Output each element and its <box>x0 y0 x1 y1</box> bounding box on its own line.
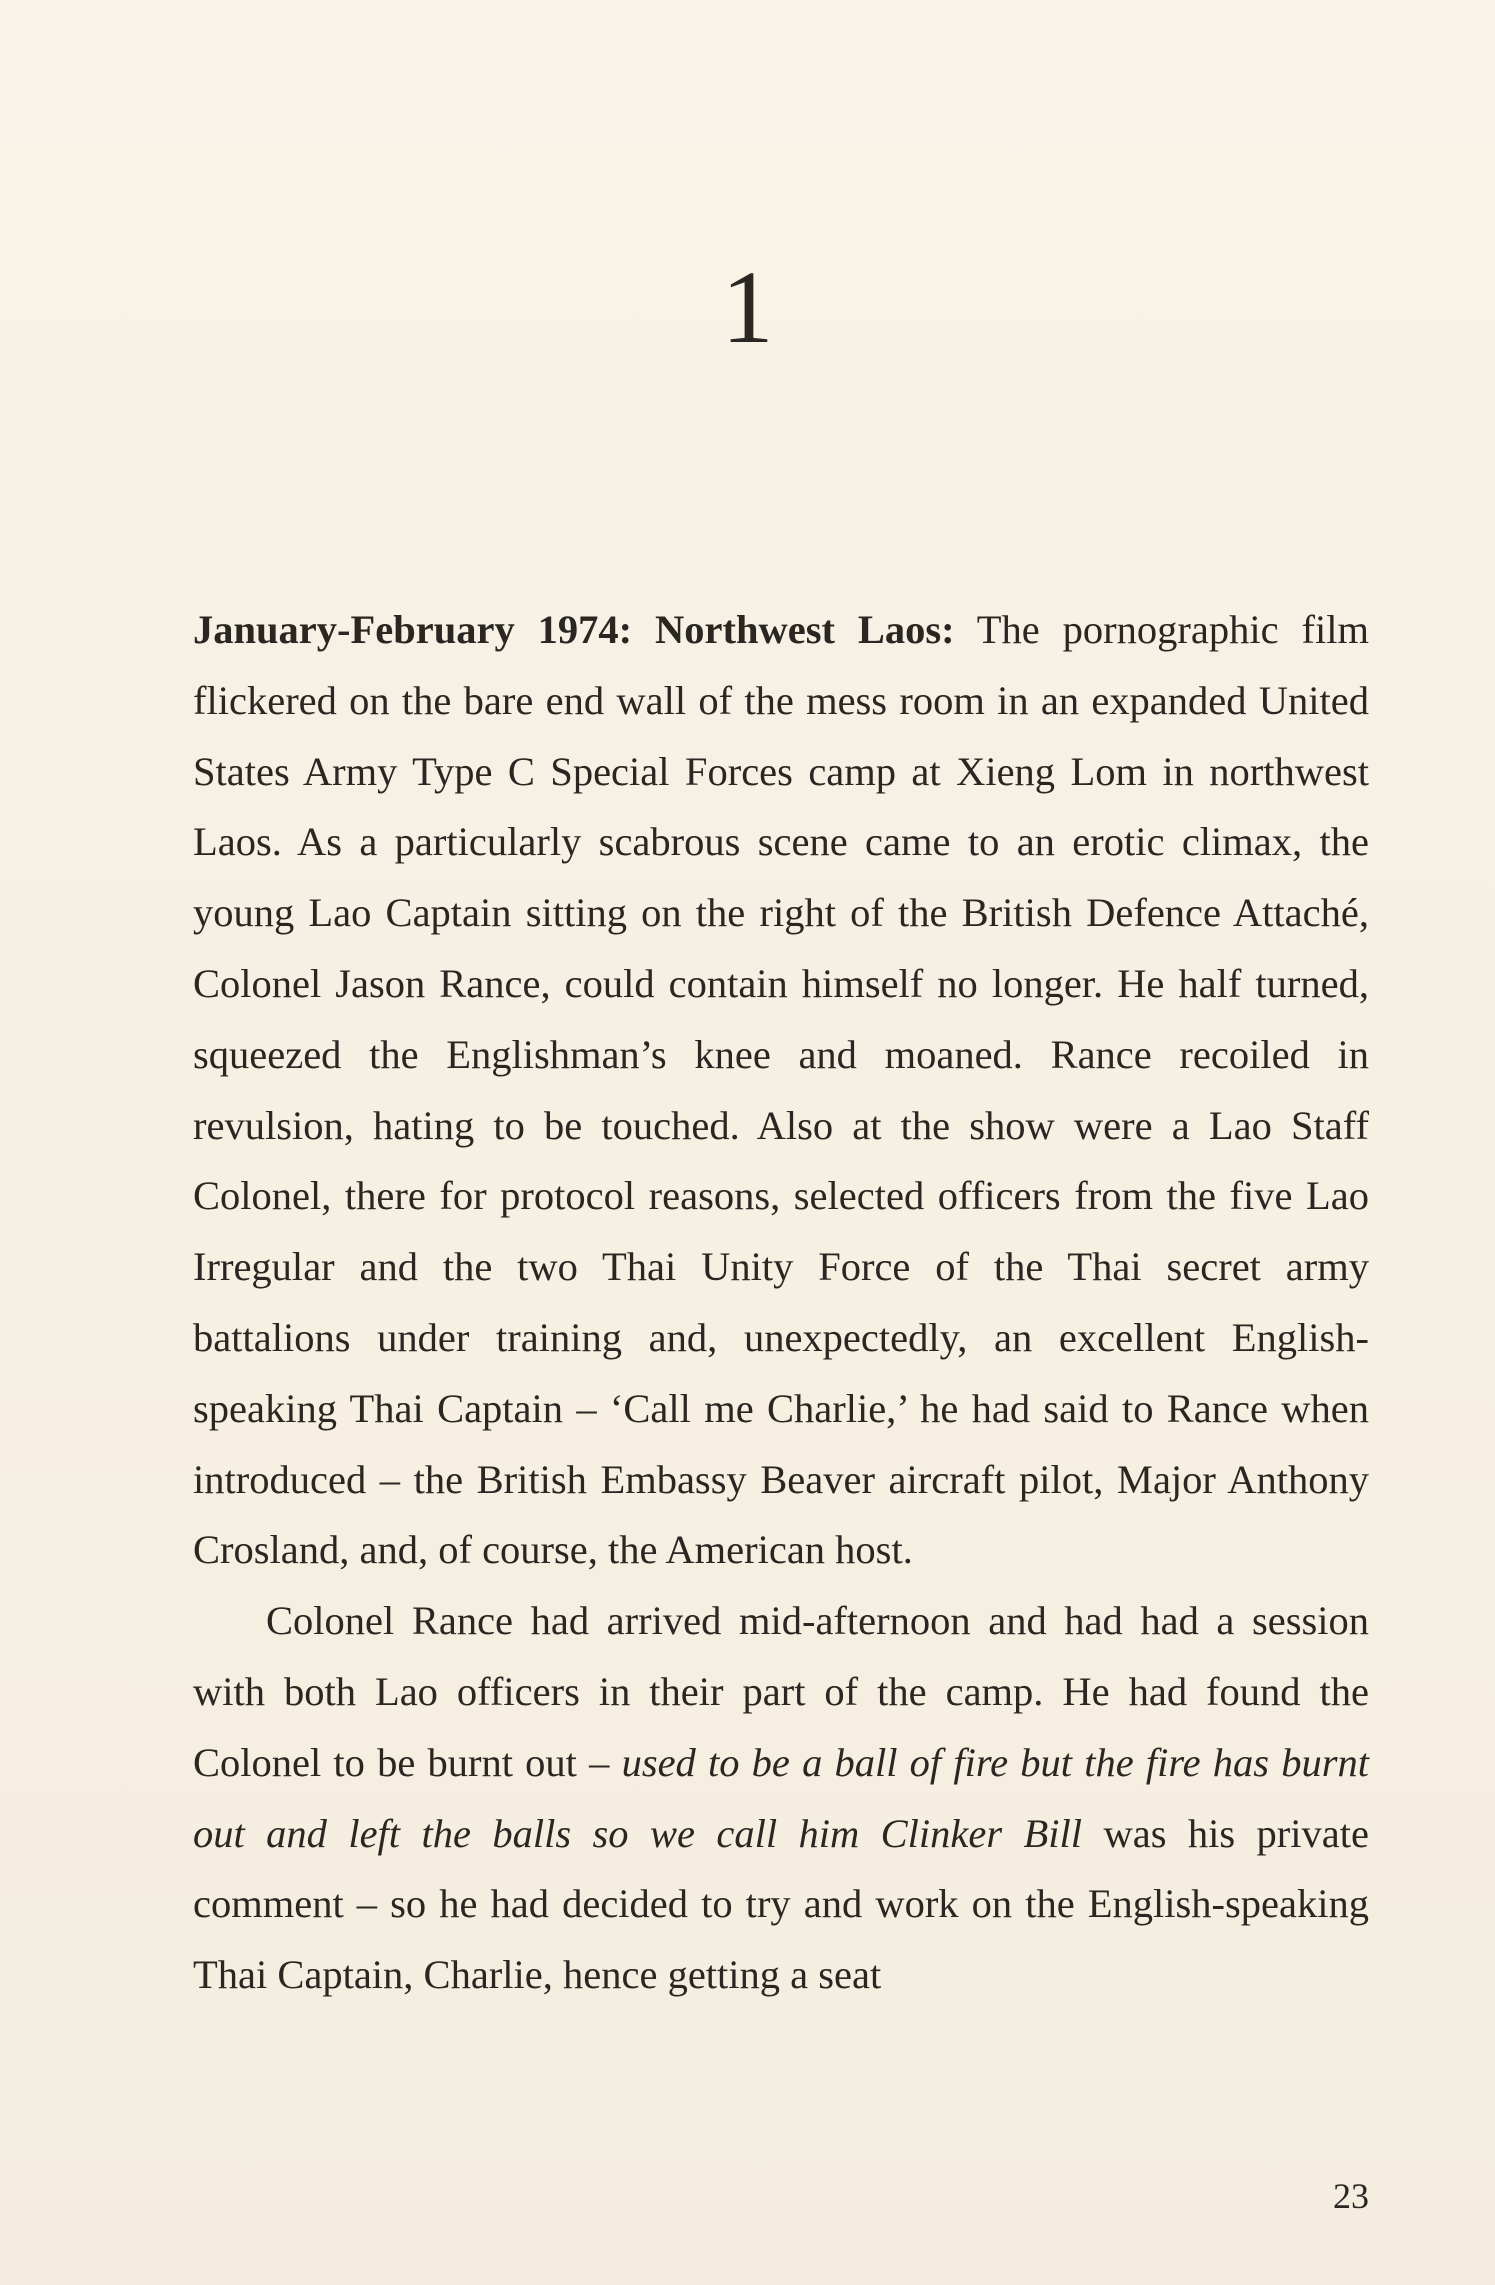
paragraph-1-text: The pornographic film flickered on the bare end wall of the mess room in an expanded United States Army Type C Special Forces camp at Xieng Lom in northwest Laos. As a particularly scabrous scene came to an erotic climax, the young Lao Captain sitting on the right of the British Defence Attaché, Colonel Jason Rance, could contain himself no longer. He half turned, squeezed the Englishman’s knee and moaned. Rance recoiled in revulsion, hating to be touched. Also at the show were a Lao Staff Colonel, there for protocol reasons, selected officers from the five Lao Irregular and the two Thai Unity Force of the Thai secret army battalions under training and, unexpectedly, an excellent English-speaking Thai Captain – ‘Call me Charlie,’ he had said to Rance when introduced – the British Embassy Beaver aircraft pilot, Major Anthony Crosland, and, of course, the American host. <box>193 607 1369 1573</box>
dateline-lead: January-February 1974: Northwest Laos: <box>193 607 955 652</box>
chapter-number: 1 <box>721 250 774 365</box>
paragraph-1 <box>193 595 1369 1586</box>
paragraph-2-text-before: Colonel Rance had arrived mid-afternoon and had had a session with both Lao officers in their part of the camp. He had found the Colonel to be burnt out – <box>193 1598 1369 1785</box>
body-text <box>193 595 1369 2011</box>
paragraph-2-text-after: was his private comment – so he had decided to try and work on the English-speaking Thai Captain, Charlie, hence getting a seat <box>193 1810 1369 1998</box>
page-number: 23 <box>1333 2176 1369 2216</box>
paragraph-2 <box>193 1586 1369 2011</box>
paragraph-2-italic-comment: used to be a ball of fire but the fire has burnt out and left the balls so we call him Clinker Bill <box>193 1739 1370 1856</box>
